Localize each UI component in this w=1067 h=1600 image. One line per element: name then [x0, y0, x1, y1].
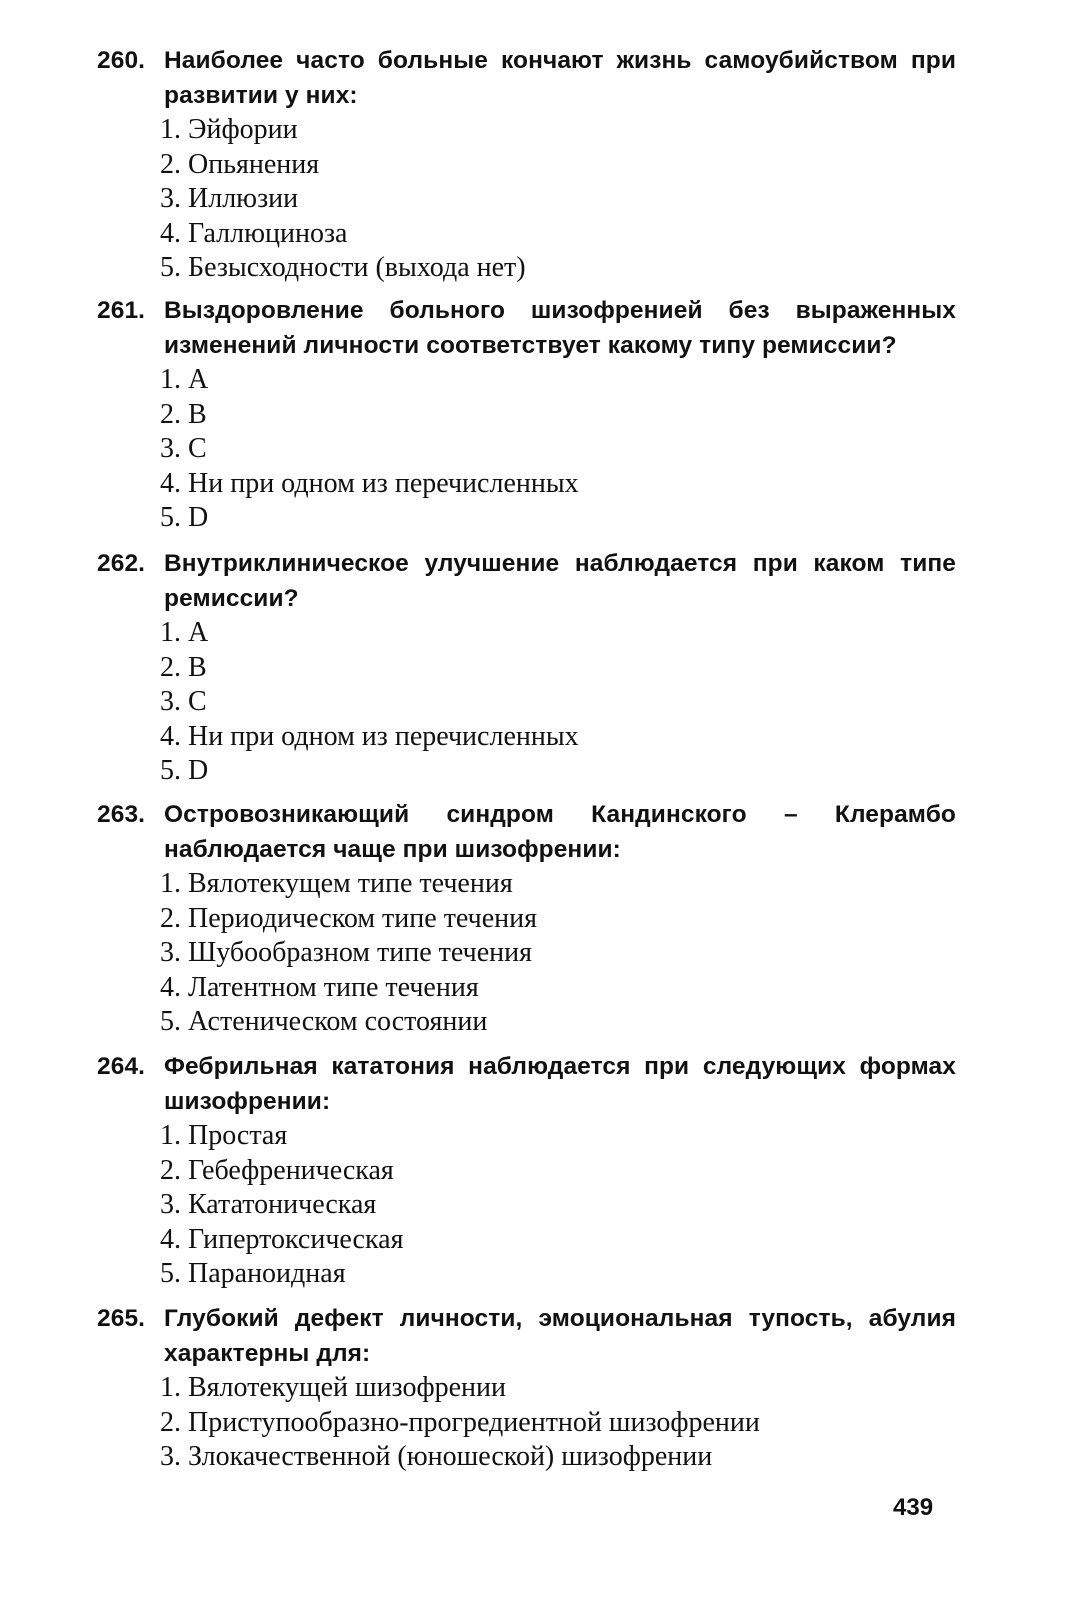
question-261 [0, 293, 1067, 536]
question-262 [0, 546, 1067, 789]
question-text: Наиболее часто больные кончают жизнь самоубийством при развитии у них: [164, 47, 956, 109]
question-260 [0, 43, 1067, 286]
question-265 [0, 1301, 1067, 1475]
answer-option: 1. А [160, 364, 209, 395]
answer-list [0, 867, 1067, 1040]
answer-list [0, 363, 1067, 536]
question-text: Выздоровление больного шизофренией без выраженных изменений личности соответствует какому типу ремиссии? [164, 297, 956, 359]
answer-option: 1. Вялотекущей шизофрении [160, 1372, 506, 1403]
answer-option: 2. В [160, 651, 207, 683]
answer-option: 4. Латентном типе течения [160, 971, 479, 1003]
answer-option: 5. D [160, 502, 209, 534]
answer-option: 3. Иллюзии [160, 183, 299, 215]
question-text: Островозникающий синдром Кандинского – Клерамбо наблюдается чаще при шизофрении: [164, 801, 956, 863]
question-263 [0, 797, 1067, 1040]
question-number: 260. [97, 47, 146, 74]
answer-option: 5. Безысходности (выхода нет) [160, 252, 526, 284]
answer-option: 1. А [160, 617, 209, 648]
answer-option: 2. Гебефреническая [160, 1154, 394, 1186]
answer-list [0, 616, 1067, 789]
answer-option: 3. Шубообразном типе течения [160, 937, 532, 969]
answer-option: 1. Простая [160, 1120, 288, 1151]
answer-list [0, 1119, 1067, 1292]
answer-option: 3. Злокачественной (юношеской) шизофрении [160, 1441, 713, 1473]
question-264 [0, 1049, 1067, 1292]
answer-option: 1. Вялотекущем типе течения [160, 868, 513, 899]
answer-option: 4. Гипертоксическая [160, 1223, 404, 1255]
answer-option: 4. Ни при одном из перечисленных [160, 467, 579, 499]
answer-option: 3. С [160, 686, 207, 718]
question-heading [0, 43, 1067, 113]
question-number: 262. [97, 550, 146, 577]
answer-option: 5. Астеническом состоянии [160, 1006, 488, 1038]
answer-option: 2. В [160, 398, 207, 430]
answer-option: 3. Кататоническая [160, 1189, 377, 1221]
answer-option: 1. Эйфории [160, 114, 298, 145]
page-number: 439 [893, 1494, 934, 1521]
answer-option: 5. D [160, 755, 209, 787]
answer-option: 4. Ни при одном из перечисленных [160, 720, 579, 752]
answer-option: 3. С [160, 433, 207, 465]
question-heading [0, 1049, 1067, 1119]
answer-option: 2. Периодическом типе течения [160, 902, 538, 934]
question-text: Глубокий дефект личности, эмоциональная тупость, абулия характерны для: [164, 1305, 956, 1367]
answer-option: 2. Опьянения [160, 148, 320, 180]
question-heading [0, 546, 1067, 616]
question-number: 264. [97, 1053, 146, 1080]
answer-option: 4. Галлюциноза [160, 217, 348, 249]
question-number: 263. [97, 801, 146, 828]
answer-option: 2. Приступообразно-прогредиентной шизофрении [160, 1406, 760, 1438]
question-heading [0, 797, 1067, 867]
answer-list [0, 113, 1067, 286]
question-text: Внутриклиническое улучшение наблюдается при каком типе ремиссии? [164, 550, 956, 612]
answer-list [0, 1371, 1067, 1475]
question-text: Фебрильная кататония наблюдается при следующих формах шизофрении: [164, 1053, 956, 1115]
answer-option: 5. Параноидная [160, 1258, 346, 1290]
question-heading [0, 1301, 1067, 1371]
question-heading [0, 293, 1067, 363]
question-number: 265. [97, 1305, 146, 1332]
question-number: 261. [97, 297, 146, 324]
